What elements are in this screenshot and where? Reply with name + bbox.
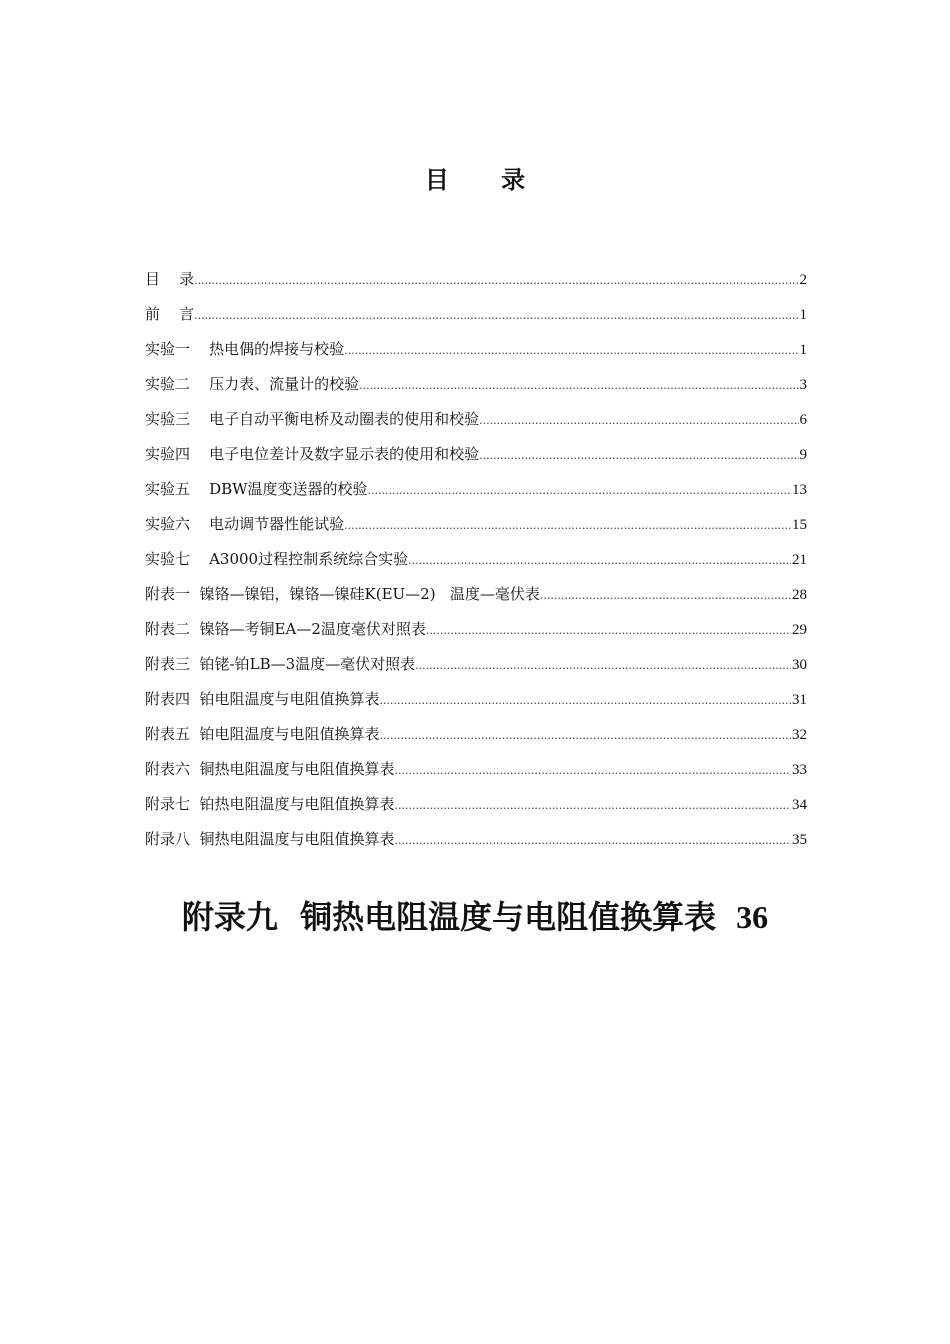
toc-entry-label: 附表四 铂电阻温度与电阻值换算表: [145, 690, 380, 708]
toc-entry[interactable]: [145, 509, 807, 544]
toc-leader-dots: [380, 721, 791, 751]
toc-entry-label: 实验一 热电偶的焊接与校验: [145, 340, 345, 358]
toc-entry-label: 附表五 铂电阻温度与电阻值换算表: [145, 725, 380, 743]
toc-entry-label: 前 言: [145, 305, 195, 323]
toc-entry-page: 15: [792, 517, 807, 533]
toc-entry-label: 附表二 镍铬—考铜EA—2温度毫伏对照表: [145, 620, 426, 638]
toc-entry[interactable]: [145, 439, 807, 474]
toc-leader-dots: [194, 266, 798, 296]
toc-entry[interactable]: [145, 404, 807, 439]
toc-entry-page: 3: [799, 377, 807, 393]
toc-entry[interactable]: [145, 789, 807, 824]
toc-entry-page: 1: [799, 342, 807, 358]
toc-entry-page: 1: [799, 307, 807, 323]
toc-leader-dots: [395, 791, 791, 821]
toc-leader-dots: [540, 581, 791, 611]
toc-entry-label: 实验七 A3000过程控制系统综合实验: [145, 550, 409, 568]
toc-leader-dots: [380, 686, 791, 716]
toc-entry-label: 实验五 DBW温度变送器的校验: [145, 480, 368, 498]
toc-entry-label: 实验二 压力表、流量计的校验: [145, 375, 360, 393]
toc-entry-page: 9: [799, 447, 807, 463]
toc-entry-page: 34: [792, 797, 807, 813]
toc-entry[interactable]: [145, 299, 807, 334]
toc-entry-label: 实验四 电子电位差计及数字显示表的使用和校验: [145, 445, 480, 463]
toc-leader-dots: [415, 651, 791, 681]
toc-entry-label: 附表六 铜热电阻温度与电阻值换算表: [145, 760, 395, 778]
toc-entry-page: 35: [792, 832, 807, 848]
table-of-contents: [145, 264, 807, 859]
toc-entry[interactable]: [145, 754, 807, 789]
toc-entry-page: 30: [792, 657, 807, 673]
toc-leader-dots: [395, 756, 791, 786]
toc-leader-dots: [395, 826, 791, 856]
toc-entry[interactable]: [145, 264, 807, 299]
toc-leader-dots: [426, 616, 791, 646]
toc-entry-label: 附录八 铜热电阻温度与电阻值换算表: [145, 830, 395, 848]
toc-entry[interactable]: [145, 824, 807, 859]
toc-entry-page: 28: [792, 587, 807, 603]
toc-leader-dots: [194, 301, 798, 331]
toc-entry-label: 目 录: [145, 270, 195, 288]
toc-entry-label: 实验三 电子自动平衡电桥及动圈表的使用和校验: [145, 410, 480, 428]
toc-entry-page: 13: [792, 482, 807, 498]
toc-entry[interactable]: [145, 684, 807, 719]
toc-entry[interactable]: [145, 544, 807, 579]
toc-leader-dots: [359, 371, 798, 401]
toc-entry[interactable]: [145, 614, 807, 649]
appendix-nine-page: 36: [736, 899, 769, 935]
toc-entry-page: 32: [792, 727, 807, 743]
toc-entry-label: 附表三 铂铑-铂LB—3温度—毫伏对照表: [145, 655, 416, 673]
toc-leader-dots: [479, 406, 798, 436]
toc-entry[interactable]: [145, 369, 807, 404]
toc-entry-label: 附表一 镍铬—镍铝，镍铬—镍硅K(EU—2) 温度—毫伏表: [145, 585, 540, 603]
toc-entry[interactable]: [145, 649, 807, 684]
toc-leader-dots: [344, 511, 791, 541]
toc-entry[interactable]: [145, 719, 807, 754]
toc-entry-page: 6: [799, 412, 807, 428]
toc-entry-page: 31: [792, 692, 807, 708]
toc-entry[interactable]: [145, 579, 807, 614]
toc-leader-dots: [479, 441, 798, 471]
toc-leader-dots: [344, 336, 798, 366]
appendix-nine-heading[interactable]: [0, 892, 950, 938]
toc-entry-label: 附录七 铂热电阻温度与电阻值换算表: [145, 795, 395, 813]
toc-entry-page: 2: [799, 272, 807, 288]
toc-leader-dots: [368, 476, 791, 506]
appendix-nine-label: 附录九 铜热电阻温度与电阻值换算表: [181, 898, 717, 936]
page-title: 目 录: [424, 165, 548, 194]
toc-entry[interactable]: [145, 474, 807, 509]
toc-entry[interactable]: [145, 334, 807, 369]
toc-entry-page: 29: [792, 622, 807, 638]
toc-entry-label: 实验六 电动调节器性能试验: [145, 515, 345, 533]
toc-leader-dots: [408, 546, 791, 576]
toc-entry-page: 33: [792, 762, 807, 778]
toc-entry-page: 21: [792, 552, 807, 568]
